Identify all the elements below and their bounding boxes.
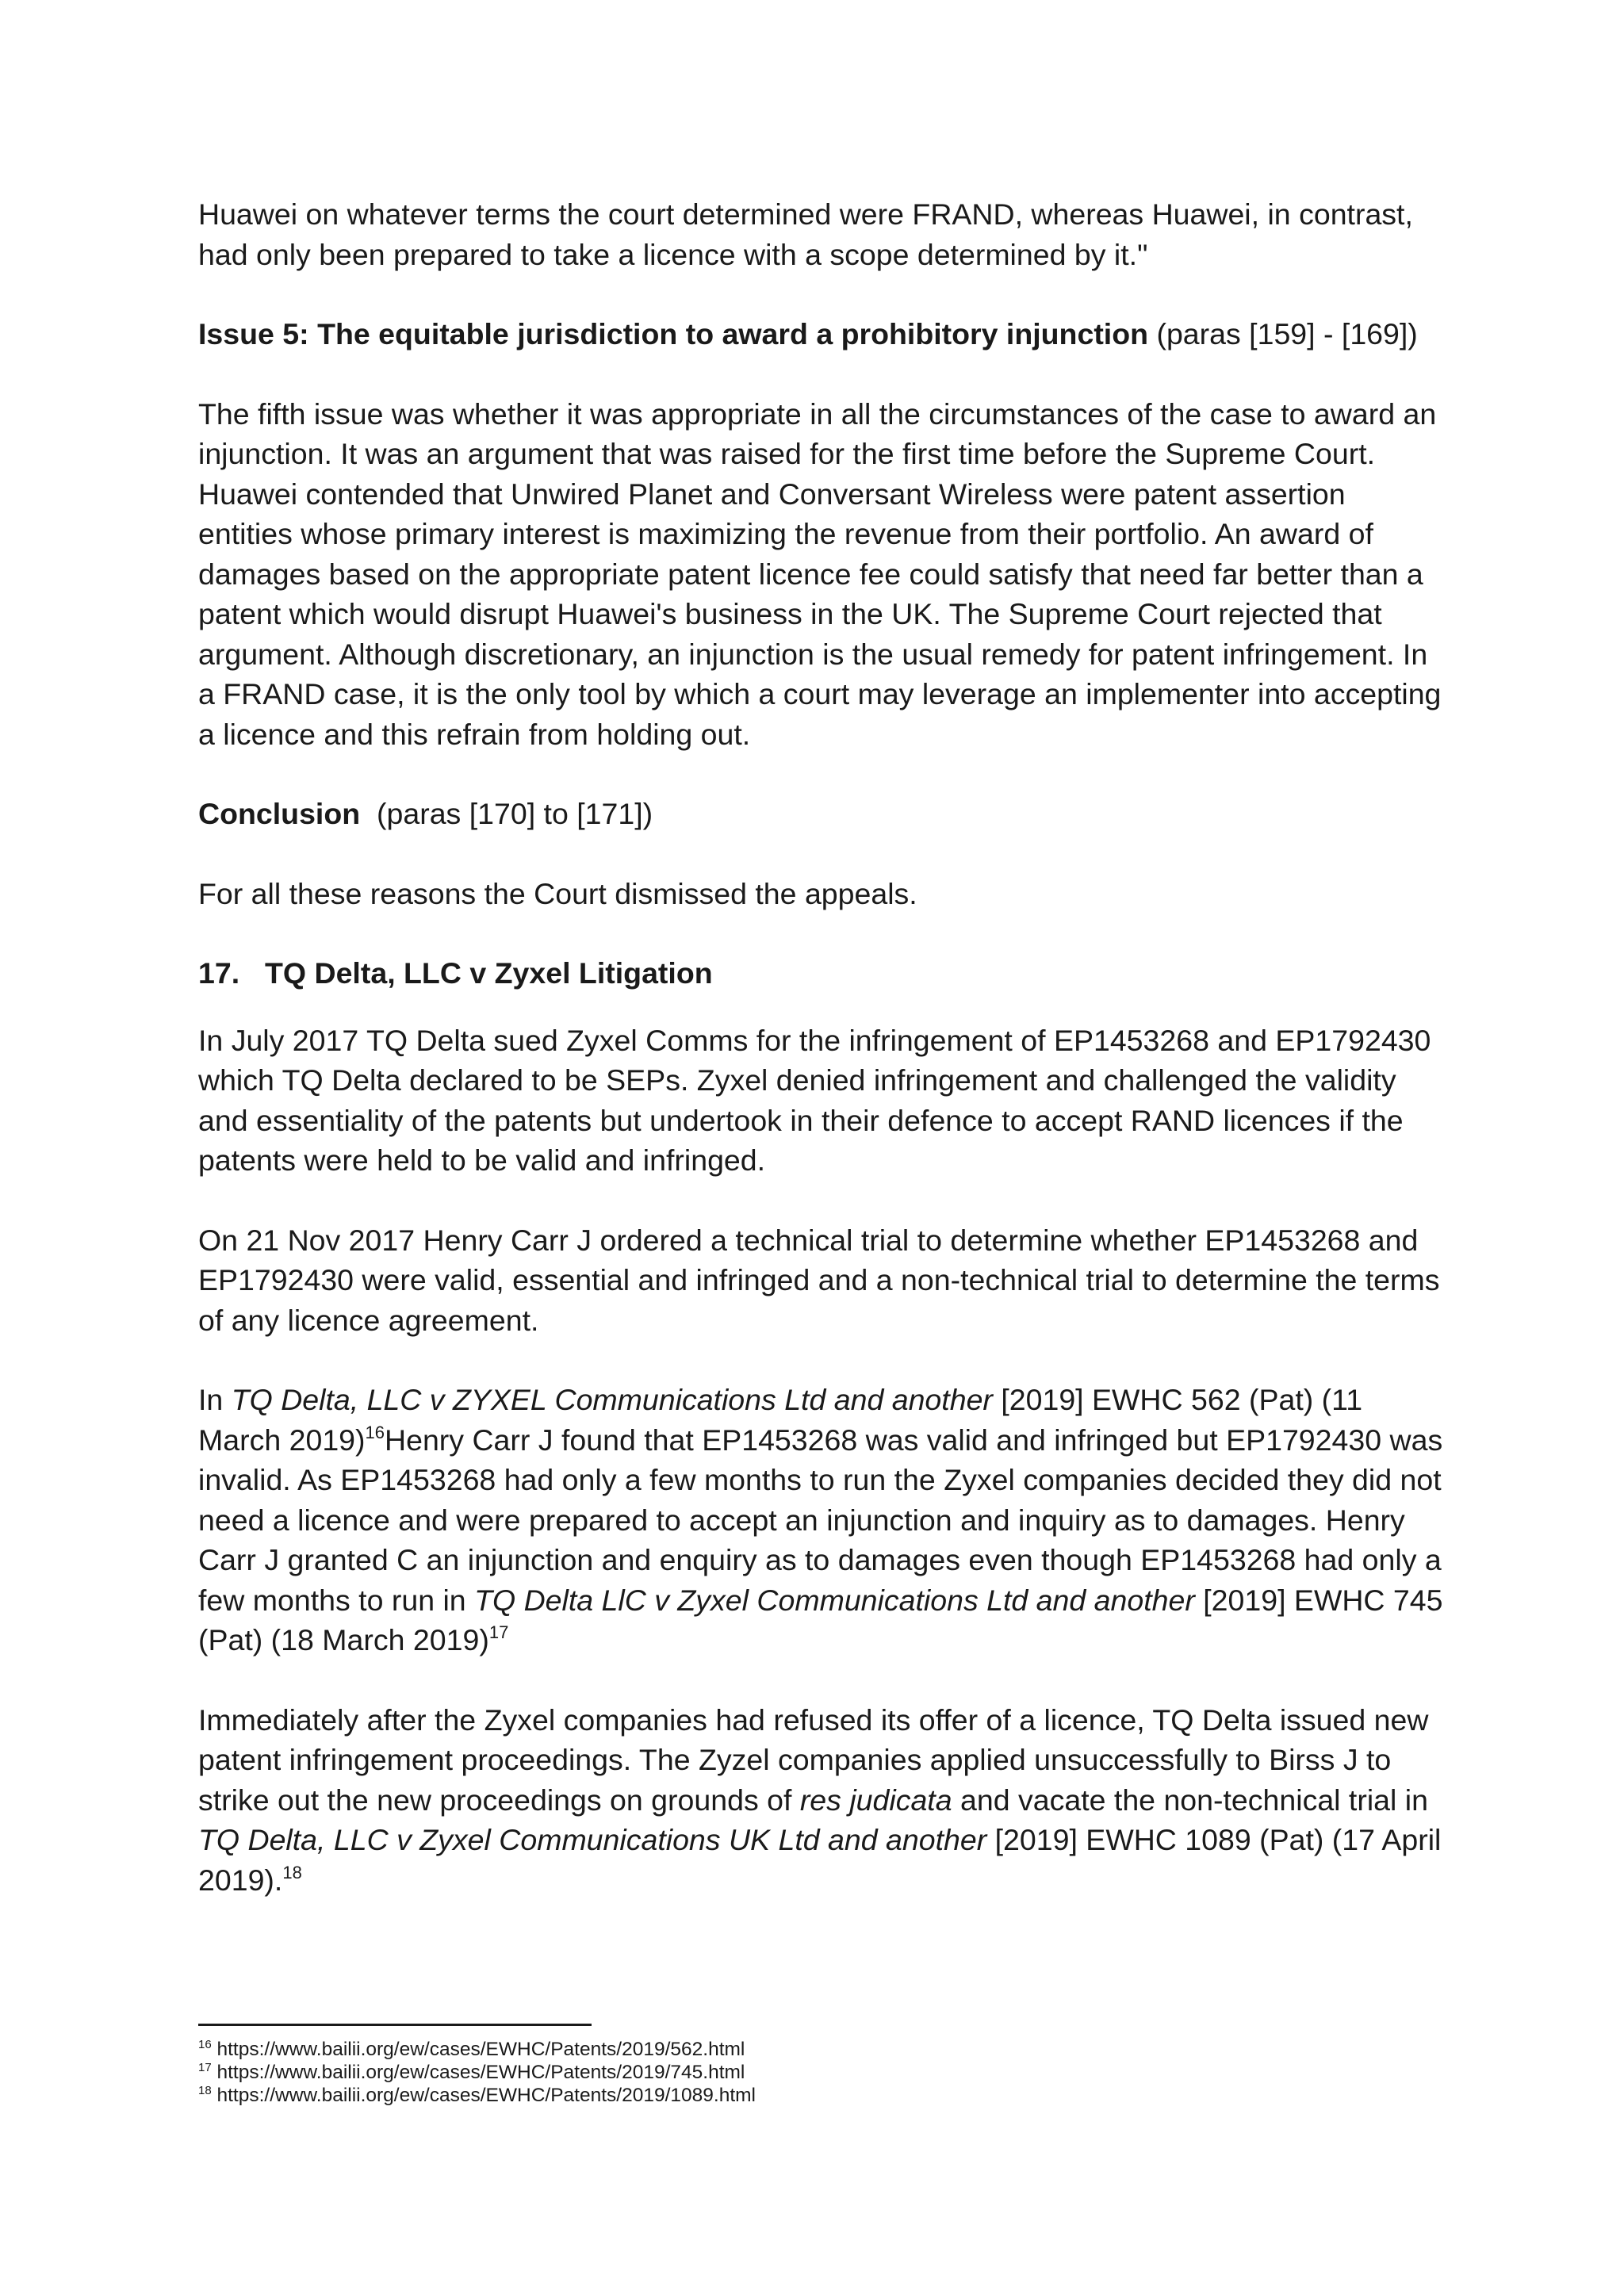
case-name-562: TQ Delta, LLC v ZYXEL Communications Ltd and another <box>231 1383 993 1416</box>
issue-5-paras: (paras [159] - [169]) <box>1148 317 1418 350</box>
footnote-17 <box>198 2061 1443 2084</box>
footnote-link[interactable]: https://www.bailii.org/ew/cases/EWHC/Patents/2019/562.html <box>211 2039 745 2060</box>
footnote-ref-16[interactable]: 16 <box>365 1422 385 1442</box>
section-17-heading <box>198 953 1443 994</box>
case-name-1089: TQ Delta, LLC v Zyxel Communications UK Ltd and another <box>198 1823 987 1856</box>
document-body <box>198 194 1443 1900</box>
text-run: and vacate the non-technical trial in <box>952 1783 1428 1817</box>
text-run: [2019] EWHC 745 (Pat) (18 March 2019) <box>198 1583 1443 1656</box>
section-17-title: TQ Delta, LLC v Zyxel Litigation <box>265 956 713 990</box>
paragraph-appeals-dismissed: For all these reasons the Court dismissed the appeals. <box>198 876 917 910</box>
footnote-number: 18 <box>198 2084 212 2097</box>
footnote-link[interactable]: https://www.bailii.org/ew/cases/EWHC/Patents/2019/1089.html <box>211 2085 756 2106</box>
footnotes <box>198 2038 1443 2107</box>
footnote-link[interactable]: https://www.bailii.org/ew/cases/EWHC/Patents/2019/745.html <box>211 2062 745 2083</box>
footnote-number: 16 <box>198 2038 212 2051</box>
footnote-16 <box>198 2038 1443 2061</box>
res-judicata: res judicata <box>799 1783 952 1817</box>
paragraph-march-2019 <box>198 1380 1443 1660</box>
issue-5-title: Issue 5: The equitable jurisdiction to award a prohibitory injunction <box>198 317 1149 350</box>
paragraph-fifth-issue: The fifth issue was whether it was appropriate in all the circumstances of the case to award an injunction. It was an argument that was raised for the first time before the Supreme Court. Huawei contended that Unwired Planet and Conversant Wireless were patent assertion entities whose primary interest is maximizing the revenue from their portfolio. An award of damages based on the appropriate patent licence fee could satisfy that need far better than a patent which would disrupt Huawei's business in the UK. The Supreme Court rejected that argument. Although discretionary, an injunction is the usual remedy for patent infringement. In a FRAND case, it is the only tool by which a court may leverage an implementer into accepting a licence and this refrain from holding out. <box>198 396 1442 751</box>
paragraph-july-2017: In July 2017 TQ Delta sued Zyxel Comms for the infringement of EP1453268 and EP1792430 which TQ Delta declared to be SEPs. Zyxel denied infringement and challenged the validity and essentiality of the patents but undertook in their defence to accept RAND licences if the patents were held to be valid and infringed. <box>198 1023 1431 1177</box>
footnote-ref-18[interactable]: 18 <box>282 1862 302 1882</box>
section-17-number: 17. <box>198 956 240 990</box>
footnote-18 <box>198 2084 1443 2107</box>
issue-5-heading <box>198 314 1443 354</box>
footnote-number: 17 <box>198 2061 212 2074</box>
text-run: [2019] EWHC 1089 (Pat) (17 April 2019). <box>198 1823 1442 1897</box>
text-run: Immediately after the Zyxel companies had refused its offer of a licence, TQ Delta issued new patent infringement proceedings. The Zyzel companies applied unsuccessfully to Birss J to strike out the new proceedings on grounds of <box>198 1702 1429 1817</box>
paragraph-huawei-terms: Huawei on whatever terms the court determined were FRAND, whereas Huawei, in contrast, had only been prepared to take a licence with a scope determined by it." <box>198 197 1413 271</box>
text-run: Henry Carr J found that EP1453268 was valid and infringed but EP1792430 was invalid. As EP1453268 had only a few months to run the Zyxel companies decided they did not need a licence and were prepared to accept an injunction and inquiry as to damages. Henry Carr J granted C an injunction and enquiry as to damages even though EP1453268 had only a few months to run in <box>198 1423 1443 1617</box>
conclusion-paras: (paras [170] to [171]) <box>360 797 653 830</box>
case-name-745: TQ Delta LlC v Zyxel Communications Ltd and another <box>474 1583 1195 1617</box>
footnote-separator <box>198 2024 592 2026</box>
text-run: [2019] EWHC 562 (Pat) (11 March 2019) <box>198 1383 1363 1457</box>
conclusion-title: Conclusion <box>198 797 361 830</box>
paragraph-nov-2017: On 21 Nov 2017 Henry Carr J ordered a technical trial to determine whether EP1453268 and EP1792430 were valid, essential and infringed and a non-technical trial to determine the terms of any licence agreement. <box>198 1223 1440 1337</box>
paragraph-immediately-after <box>198 1700 1443 1901</box>
conclusion-heading <box>198 794 1443 834</box>
footnote-ref-17[interactable]: 17 <box>488 1622 509 1642</box>
text-run: In <box>198 1383 232 1416</box>
